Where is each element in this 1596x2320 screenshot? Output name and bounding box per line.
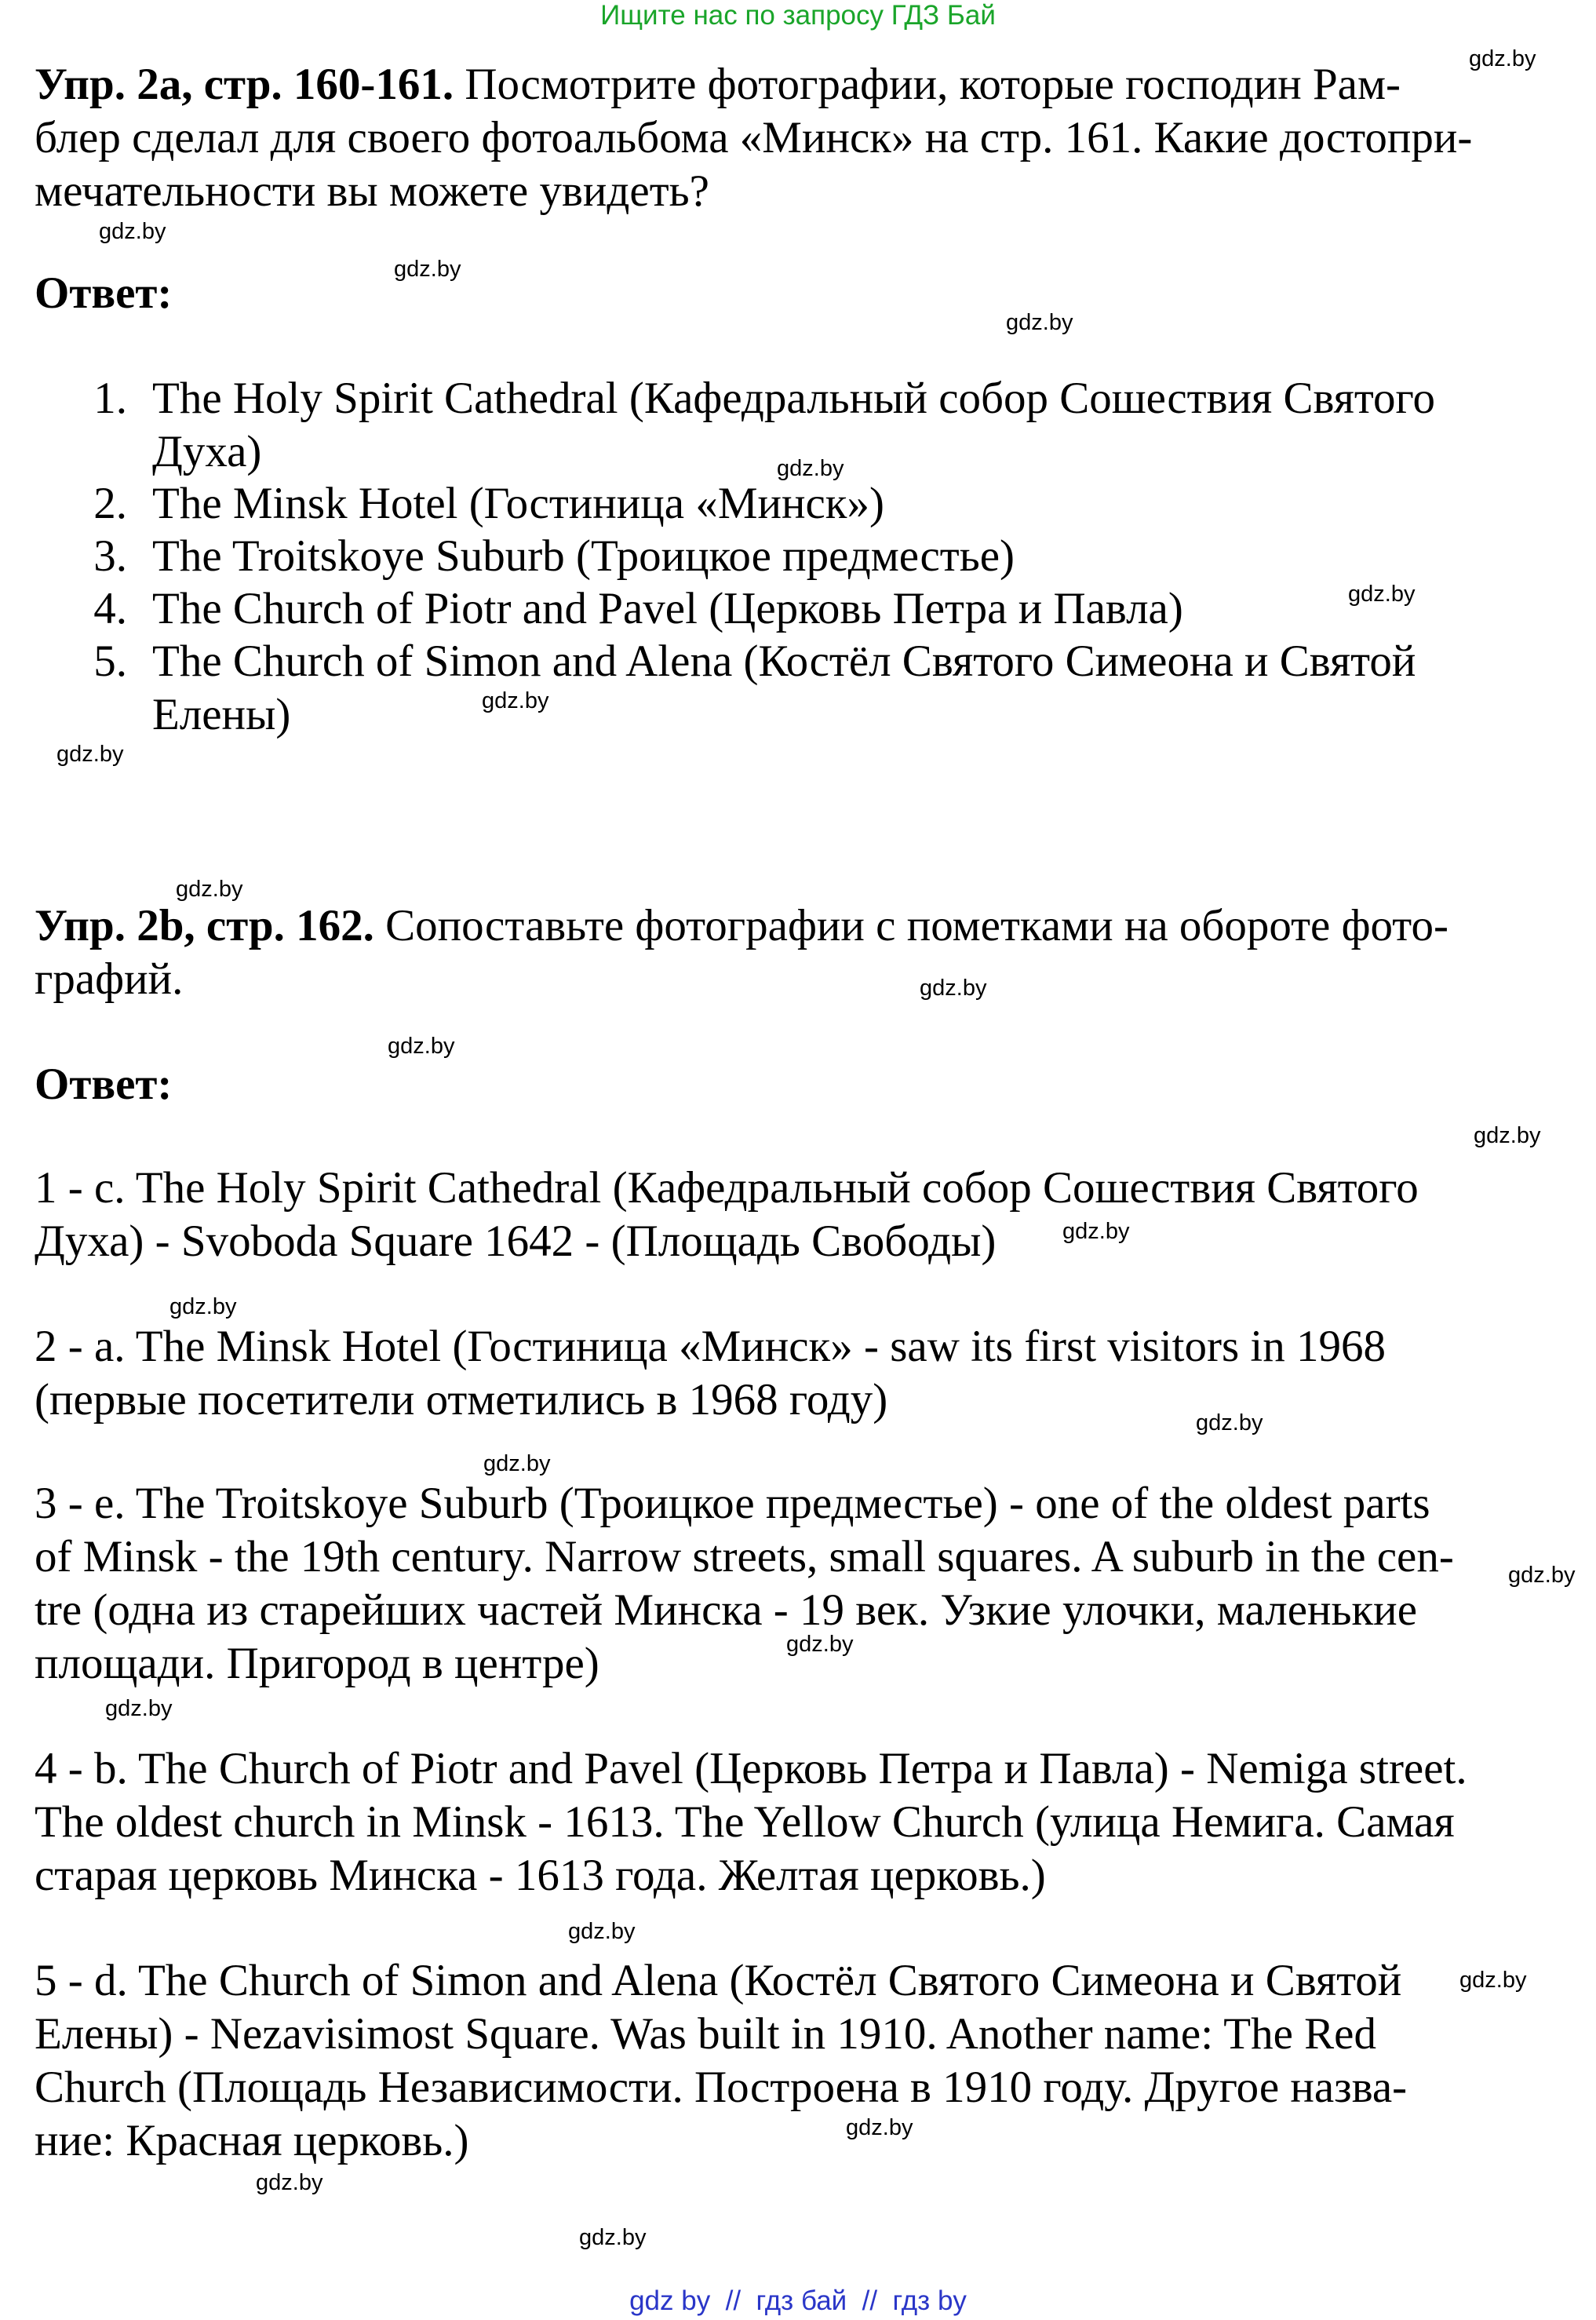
watermark: gdz.by (1508, 1563, 1576, 1588)
answer-line: Духа) - Svoboda Square 1642 - (Площадь Свободы) (35, 1217, 997, 1266)
exercise-2a-title (35, 58, 1525, 218)
exercise-2a-label: Упр. 2а, стр. 160-161. (35, 60, 454, 109)
exercise-2a-line-1 (35, 58, 1525, 111)
watermark: gdz.by (99, 219, 166, 244)
exercise-2a-answer-label: Ответ: (35, 268, 173, 318)
answer-line: (первые посетители отметились в 1968 году) (35, 1375, 888, 1424)
watermark: gdz.by (394, 257, 461, 282)
list-item-text: The Church of Piotr and Pavel (Церковь Петра и Павла) (152, 584, 1183, 633)
exercise-2a-line-2: блер сделал для своего фотоальбома «Минск» на стр. 161. Какие достопри- (35, 113, 1473, 162)
answer-paragraph-4 (35, 1742, 1525, 1902)
list-item-text: The Church of Simon and Alena (Костёл Святого Симеона и Святой Елены) (152, 637, 1416, 739)
watermark: gdz.by (105, 1696, 173, 1721)
answer-line: 5 - d. The Church of Simon and Alena (Костёл Святого Симеона и Святой (35, 1956, 1402, 2005)
answer-line: 3 - e. The Troitskoye Suburb (Троицкое предместье) - one of the oldest parts (35, 1479, 1430, 1528)
watermark: gdz.by (388, 1034, 455, 1059)
watermark: gdz.by (1006, 310, 1073, 335)
exercise-2a-text-1: Посмотрите фотографии, которые господин Рам- (465, 60, 1401, 109)
watermark: gdz.by (1474, 1123, 1541, 1148)
answer-line: tre (одна из старейших частей Минска - 19 век. Узкие улочки, маленькие (35, 1585, 1417, 1635)
answer-line: 2 - a. The Minsk Hotel (Гостиница «Минск» - saw its first visitors in 1968 (35, 1322, 1386, 1371)
list-item-text: The Holy Spirit Cathedral (Кафедральный собор Сошествия Святого Духа) (152, 374, 1435, 476)
answer-line: Church (Площадь Независимости. Построена в 1910 году. Другое назва- (35, 2063, 1408, 2112)
watermark: gdz.by (568, 1919, 636, 1944)
watermark: gdz.by (579, 2225, 647, 2250)
exercise-2b-answer-label: Ответ: (35, 1060, 173, 1109)
answer-line: 4 - b. The Church of Piotr and Pavel (Церковь Петра и Павла) - Nemiga street. (35, 1744, 1467, 1793)
answer-paragraph-2 (35, 1320, 1525, 1427)
list-item-number: 4. (93, 584, 127, 633)
list-item-text: The Troitskoye Suburb (Троицкое предместье) (152, 531, 1015, 581)
list-item-number: 1. (93, 374, 127, 423)
answer-line: старая церковь Минска - 1613 года. Желтая церковь.) (35, 1851, 1046, 1900)
watermark: gdz.by (176, 877, 243, 902)
list-item-text: The Minsk Hotel (Гостиница «Минск») (152, 479, 884, 528)
watermark: gdz.by (846, 2115, 913, 2140)
watermark: gdz.by (483, 1451, 551, 1476)
answer-paragraph-1 (35, 1162, 1525, 1268)
exercise-2b-line-2: графий. (35, 954, 184, 1004)
answer-paragraph-5 (35, 1954, 1525, 2168)
watermark: gdz.by (1062, 1219, 1130, 1244)
bottom-footer: gdz by // гдз бай // гдз by (629, 2285, 967, 2316)
watermark: gdz.by (777, 456, 844, 481)
list-item-number: 2. (93, 479, 127, 528)
watermark: gdz.by (1196, 1410, 1263, 1435)
watermark: gdz.by (1459, 1968, 1527, 1993)
watermark: gdz.by (169, 1294, 237, 1319)
exercise-2b-title (35, 899, 1525, 1006)
exercise-2a-line-3: мечательности вы можете увидеть? (35, 166, 709, 216)
exercise-2a-answer-list (78, 372, 1491, 764)
exercise-2b-line-1 (35, 899, 1525, 953)
watermark: gdz.by (920, 976, 987, 1001)
watermark: gdz.by (1348, 582, 1416, 607)
watermark: gdz.by (56, 742, 124, 767)
top-banner: Ищите нас по запросу ГДЗ Бай (600, 0, 996, 31)
answer-line: of Minsk - the 19th century. Narrow streets, small squares. A suburb in the cen- (35, 1532, 1454, 1581)
answer-line: Елены) - Nezavisimost Square. Was built in 1910. Another name: The Red (35, 2009, 1376, 2059)
answer-line: 1 - c. The Holy Spirit Cathedral (Кафедральный собор Сошествия Святого (35, 1163, 1419, 1213)
exercise-2b-label: Упр. 2b, стр. 162. (35, 901, 374, 950)
list-item-number: 5. (93, 637, 127, 686)
watermark: gdz.by (786, 1632, 854, 1657)
watermark: gdz.by (482, 688, 549, 713)
answer-line: ние: Красная церковь.) (35, 2116, 469, 2165)
answer-line: The oldest church in Minsk - 1613. The Yellow Church (улица Немига. Самая (35, 1797, 1455, 1847)
answer-paragraph-3 (35, 1477, 1525, 1691)
answer-line: площади. Пригород в центре) (35, 1639, 599, 1688)
exercise-2b-text-1: Сопоставьте фотографии с пометками на обороте фото- (385, 901, 1448, 950)
watermark: gdz.by (256, 2170, 323, 2195)
watermark: gdz.by (1469, 46, 1536, 71)
list-item-number: 3. (93, 531, 127, 581)
